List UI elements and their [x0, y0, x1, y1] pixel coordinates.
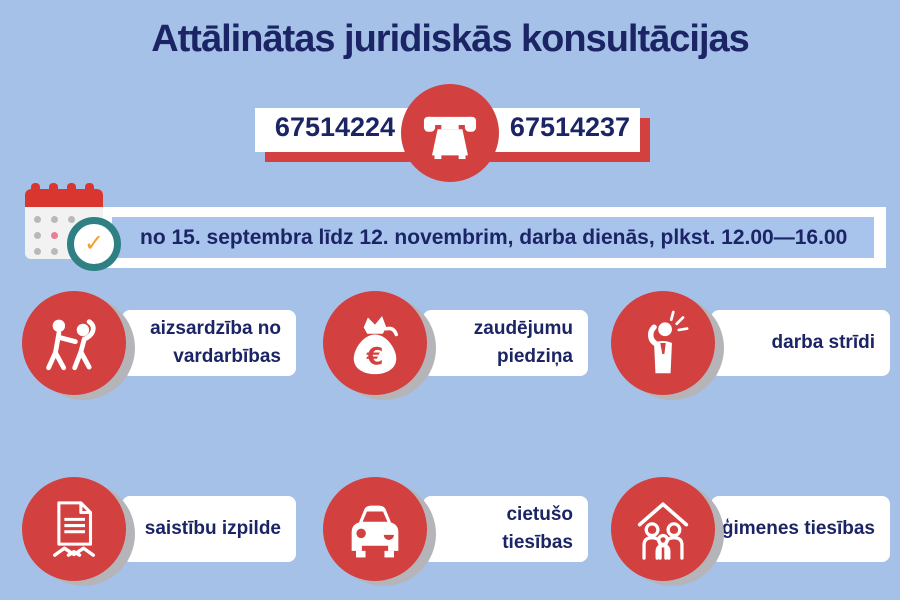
- car-icon: [340, 494, 410, 564]
- clock-check-icon: ✓: [67, 217, 121, 271]
- service-label-labour: darba strīdi: [711, 310, 890, 376]
- phone-number-right: 67514237: [509, 112, 631, 142]
- svg-text:€: €: [366, 342, 384, 371]
- service-badge-violence: [22, 291, 126, 395]
- service-badge-obligations: [22, 477, 126, 581]
- worker-protest-icon: [630, 310, 696, 376]
- schedule-text: no 15. septembra līdz 12. novembrim, darba dienās, plkst. 12.00—16.00: [112, 217, 874, 258]
- family-home-icon: [628, 494, 698, 564]
- contract-handshake-icon: [41, 496, 107, 562]
- service-label-violence: aizsardzība no vardarbības: [122, 310, 296, 376]
- phone-number-left: 67514224: [274, 112, 396, 142]
- page-title: Attālinātas juridiskās konsultācijas: [151, 18, 749, 60]
- service-badge-labour: [611, 291, 715, 395]
- phone-circle-badge: [401, 84, 499, 182]
- service-label-family: ģimenes tiesības: [711, 496, 890, 562]
- telephone-icon: [419, 102, 481, 164]
- violence-icon: [41, 310, 107, 376]
- service-badge-damages: [323, 291, 427, 395]
- service-badge-victims: [323, 477, 427, 581]
- service-badge-family: [611, 477, 715, 581]
- service-label-obligations: saistību izpilde: [122, 496, 296, 562]
- calendar-clock-icon: [25, 183, 125, 275]
- calendar-header: [25, 189, 103, 207]
- service-label-victims: cietušo tiesības: [423, 496, 588, 562]
- money-bag-euro-icon: [341, 309, 409, 377]
- service-label-damages: zaudējumu piedziņa: [423, 310, 588, 376]
